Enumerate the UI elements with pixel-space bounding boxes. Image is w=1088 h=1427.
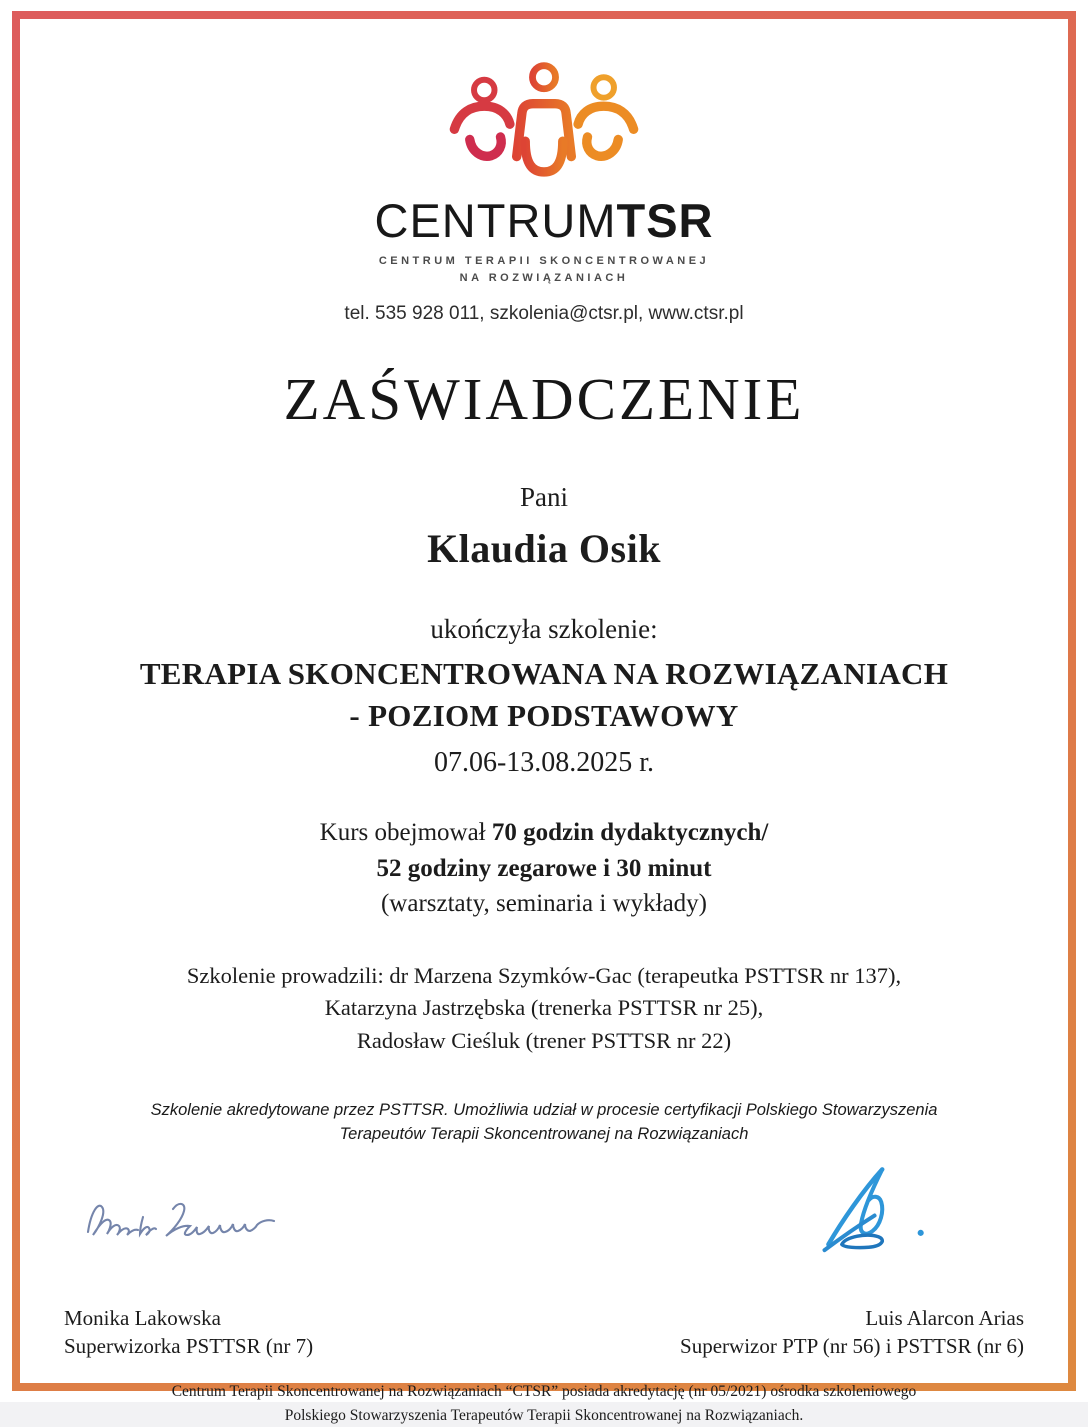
- gradient-border-frame: [12, 11, 1076, 1424]
- accreditation-note-line2: Terapeutów Terapii Skoncentrowanej na Rozwiązaniach: [339, 1125, 749, 1144]
- footer-accreditation: [60, 1380, 1028, 1427]
- hours-dydaktyczne: 70 godzin dydaktycznych/: [491, 819, 769, 847]
- logo-tagline: [60, 253, 1028, 287]
- footer-line1: Centrum Terapii Skoncentrowanej na Rozwiązaniach “CTSR” posiada akredytację (nr 05/2021) ośrodka szkoleniowego: [171, 1383, 917, 1401]
- accreditation-note-line1: Szkolenie akredytowane przez PSTTSR. Umożliwia udział w procesie certyfikacji Polskiego Stowarzyszenia: [150, 1100, 938, 1119]
- signatures-row: [60, 1153, 1028, 1273]
- signatory-right-role: Superwizor PTP (nr 56) i PSTTSR (nr 6): [680, 1333, 1024, 1358]
- logo-wordmark-tsr: TSR: [616, 194, 714, 247]
- course-name-line2: - POZIOM PODSTAWOWY: [349, 698, 739, 734]
- luis-alarcon-signature: [813, 1161, 938, 1273]
- course-intro: ukończyła szkolenie:: [430, 614, 658, 645]
- contact-line: tel. 535 928 011, szkolenia@ctsr.pl, www.ctsr.pl: [344, 303, 744, 325]
- document-title: ZAŚWIADCZENIE: [283, 366, 805, 433]
- logo-block: [60, 61, 1028, 325]
- hours-prefix: Kurs obejmował: [319, 819, 492, 847]
- signatories-names-row: [60, 1305, 1028, 1360]
- salutation: Pani: [519, 482, 568, 513]
- trainers-line1: Szkolenie prowadzili: dr Marzena Szymków-Gac (terapeutka PSTTSR nr 137),: [186, 962, 902, 988]
- three-people-icon: [435, 61, 653, 189]
- recipient-name: Klaudia Osik: [427, 526, 661, 572]
- trainers-line2: Katarzyna Jastrzębska (trenerka PSTTSR nr 25),: [324, 995, 764, 1021]
- footer-line2: Polskiego Stowarzyszenia Terapeutów Terapii Skoncentrowanej na Rozwiązaniach.: [284, 1406, 804, 1424]
- signatory-left-name: Monika Lakowska: [64, 1306, 221, 1330]
- signatory-right-name: Luis Alarcon Arias: [865, 1306, 1024, 1330]
- signatory-right: [680, 1305, 1024, 1360]
- course-name: [60, 653, 1028, 737]
- signatory-left-role: Superwizorka PSTTSR (nr 7): [64, 1333, 314, 1358]
- course-hours: [60, 815, 1028, 922]
- trainers-block: [60, 960, 1028, 1058]
- course-dates: 07.06-13.08.2025 r.: [433, 747, 655, 779]
- logo-wordmark: [60, 196, 1028, 245]
- monika-lakowska-signature: [78, 1182, 303, 1254]
- trainers-line3: Radosław Cieśluk (trener PSTTSR nr 22): [356, 1027, 732, 1053]
- accreditation-note: [60, 1098, 1028, 1148]
- hours-zegarowe: 52 godziny zegarowe i 30 minut: [376, 854, 712, 882]
- hours-line2: [60, 851, 1028, 887]
- signatory-left: [64, 1305, 313, 1360]
- logo-tagline-line1: CENTRUM TERAPII SKONCENTROWANEJ: [378, 255, 710, 268]
- logo-tagline-line2: NA ROZWIĄZANIACH: [459, 272, 629, 285]
- hours-note: (warsztaty, seminaria i wykłady): [380, 890, 708, 918]
- hours-line1: [60, 815, 1028, 851]
- logo-wordmark-centrum: CENTRUM: [374, 194, 617, 247]
- course-name-line1: TERAPIA SKONCENTROWANA NA ROZWIĄZANIACH: [139, 656, 949, 692]
